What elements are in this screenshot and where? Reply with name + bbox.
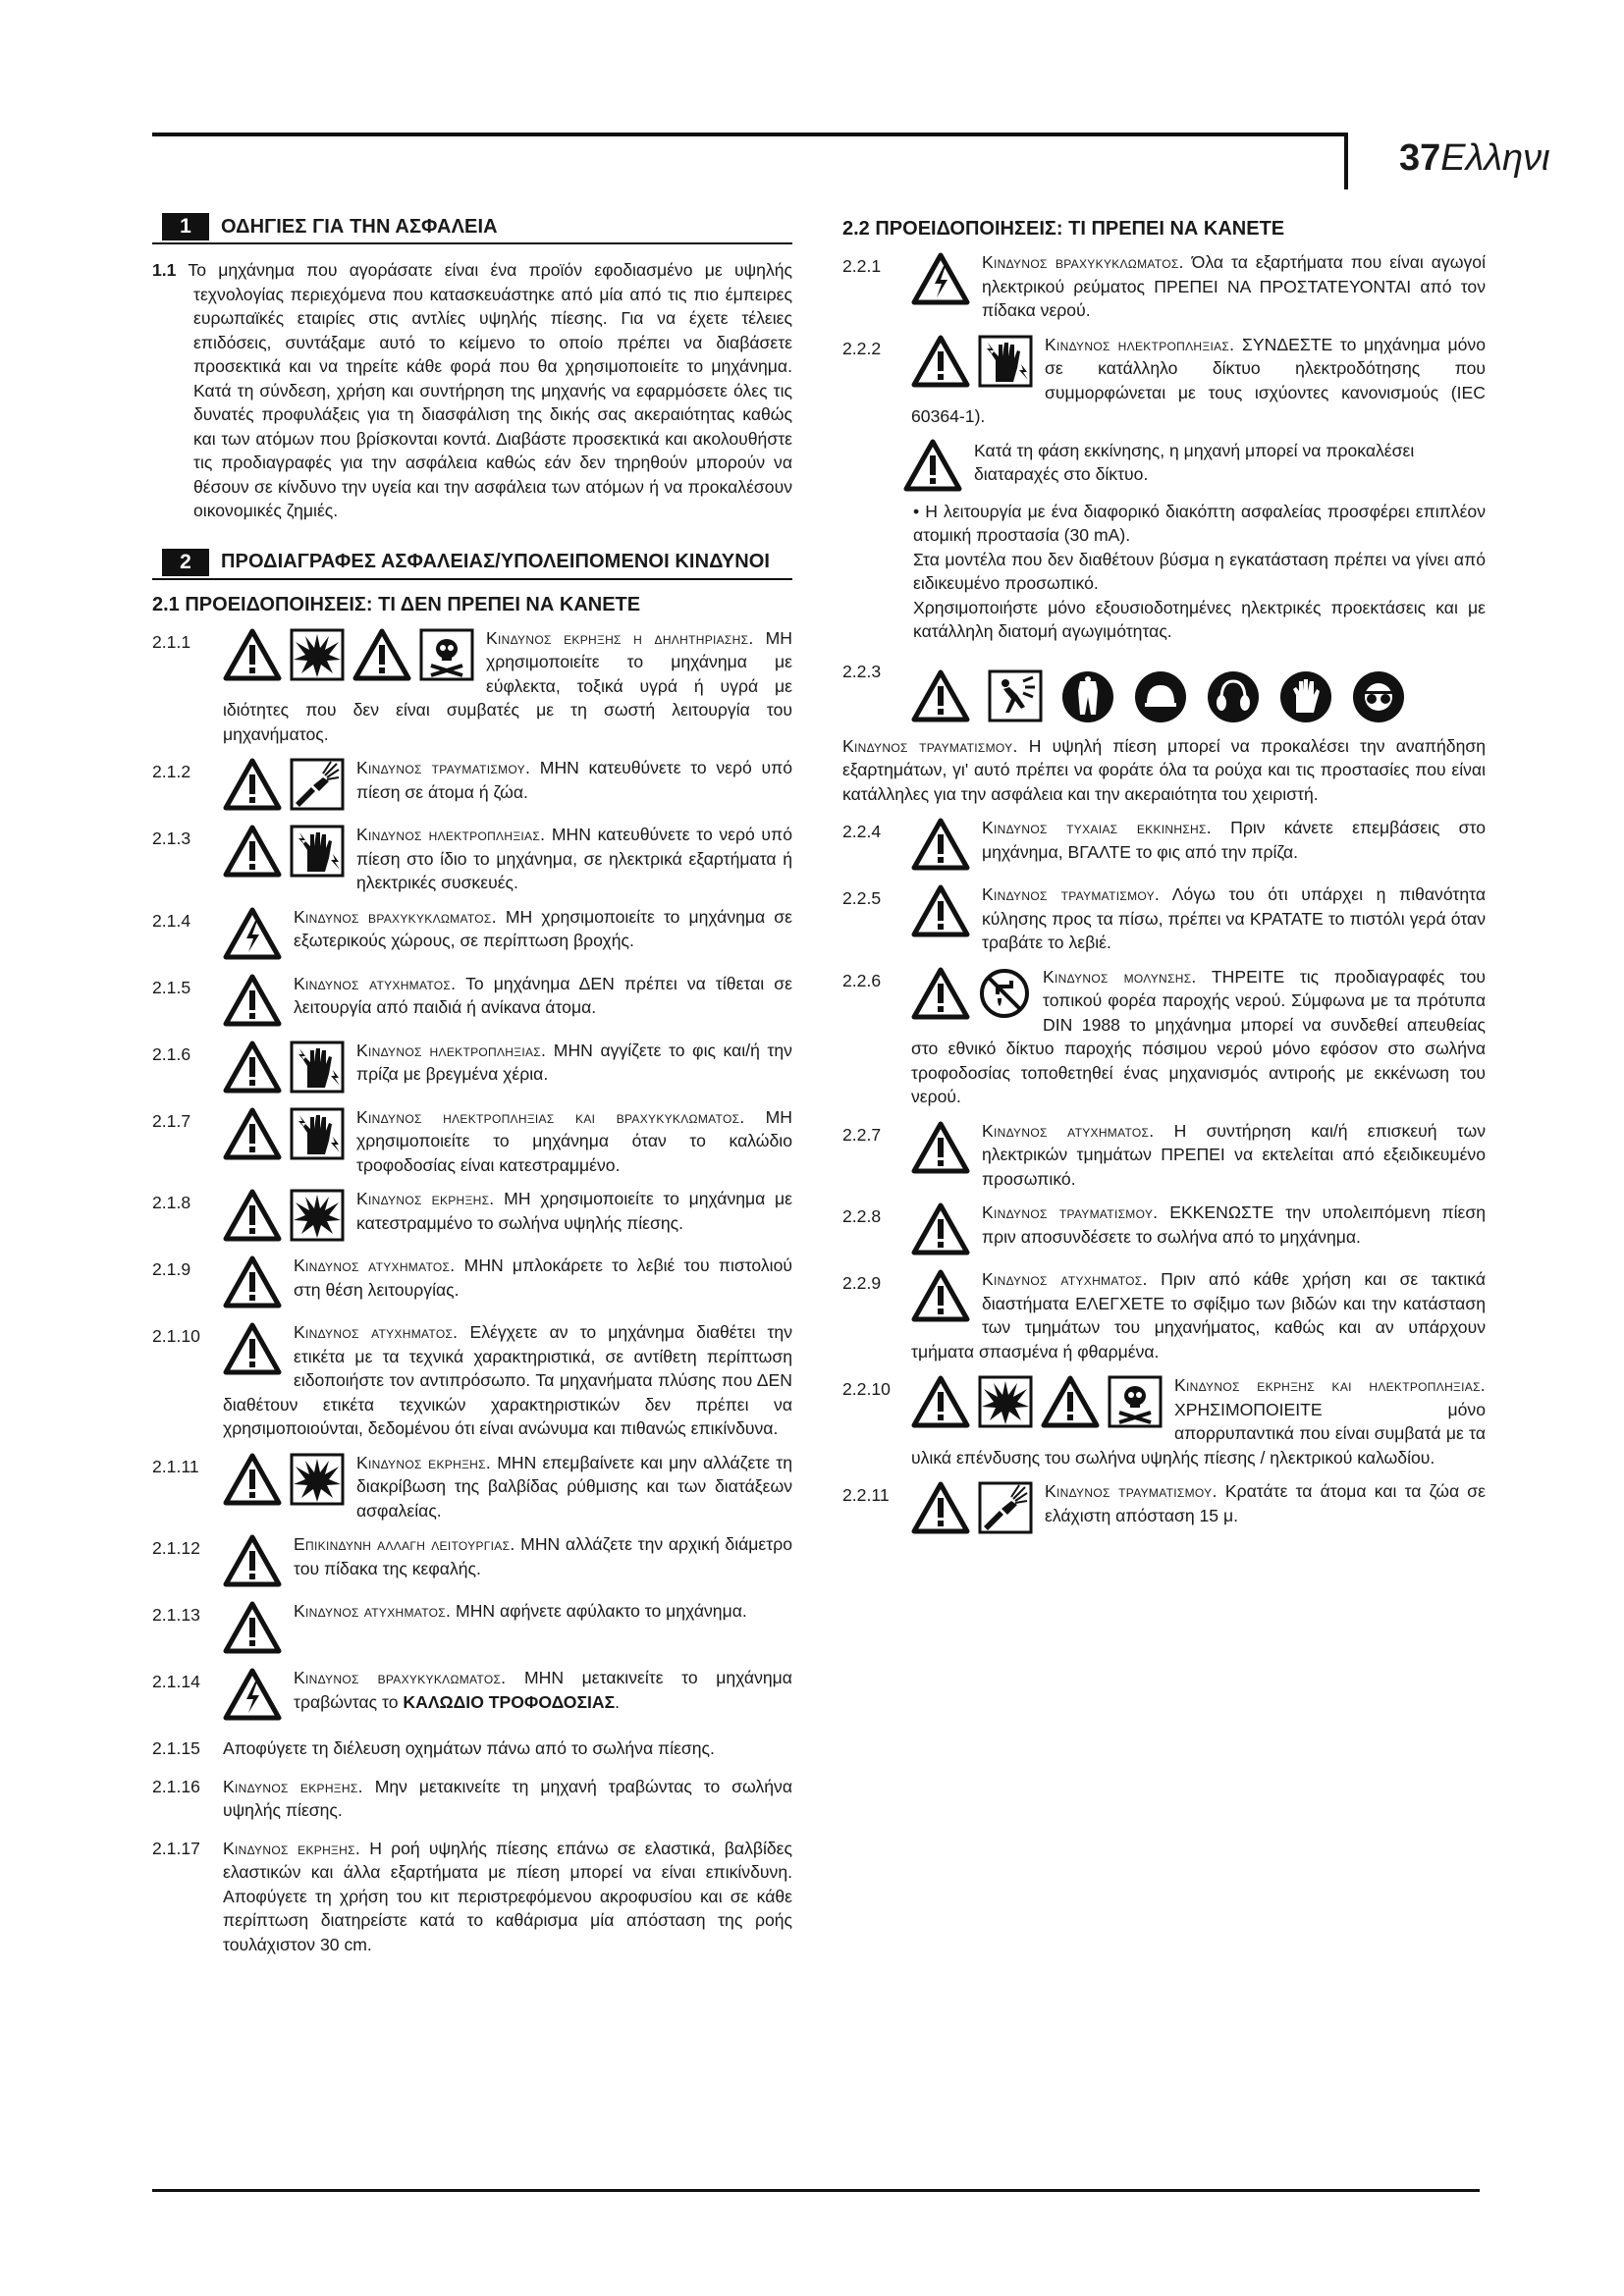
item-number: 2.1.3 bbox=[152, 828, 191, 848]
warning-icon bbox=[911, 1269, 970, 1322]
explosion-icon bbox=[978, 1375, 1033, 1428]
warning-icon bbox=[223, 758, 282, 811]
high-voltage-icon bbox=[911, 252, 970, 305]
item-text: Κρατάτε τα άτομα και τα ζώα σε ελάχιστη απόσταση 15 μ. bbox=[1045, 1481, 1487, 1525]
toxic-skull-icon bbox=[419, 628, 474, 681]
eye-protection-icon bbox=[1351, 669, 1406, 724]
hazard-label: Κινδυνος τραυματισμου. bbox=[356, 758, 531, 777]
icon-group bbox=[223, 628, 474, 681]
item-number: 2.1.14 bbox=[152, 1672, 200, 1691]
icon-group bbox=[223, 1189, 345, 1242]
hazard-label: Κινδυνος βραχυκυκλωματος. bbox=[294, 906, 497, 927]
hazard-label: Κινδυνος ατυχηματος. bbox=[294, 1601, 452, 1621]
bullet-text: • Η λειτουργία με ένα διαφορικό διακόπτη ασφαλείας προσφέρει επιπλέον ατομική προστασία (30 mA). bbox=[913, 501, 1486, 545]
icon-group bbox=[911, 1269, 970, 1322]
item-text: Η υψηλή πίεση μπορεί να προκαλέσει την αναπήδηση εξαρτημάτων, γι' αυτό πρέπει να φοράτε όλα τα ρούχα και τις προστασίες που είναι κατάλληλες για την ασφάλεια και την ακεραιότητα του χειριστή. bbox=[842, 735, 1487, 804]
paragraph-1-1 bbox=[152, 258, 792, 523]
item-number: 2.2.4 bbox=[842, 822, 882, 841]
hazard-label: Κινδυνος ατυχηματος. bbox=[982, 1269, 1148, 1289]
icon-group bbox=[223, 1041, 345, 1094]
list-item bbox=[152, 756, 792, 813]
explosion-icon bbox=[290, 628, 345, 681]
emphasis-text: ΚΑΛΩΔΙΟ ΤΡΟΦΟΔΟΣΙΑΣ bbox=[403, 1691, 616, 1712]
warning-icon bbox=[911, 335, 970, 388]
list-item bbox=[152, 1039, 792, 1095]
item-text: ΣΥΝΔΕΣΤΕ το μηχάνημα μόνο σε κατάλληλο δίκτυο ηλεκτροδότησης που συμμορφώνεται με τους ισχύοντες κανονισμούς (IEC 60364-1). bbox=[911, 334, 1486, 426]
icon-group bbox=[911, 1481, 1033, 1534]
hazard-label: Κινδυνος τραυματισμου. bbox=[842, 735, 1018, 756]
plain-text: Στα μοντέλα που δεν διαθέτουν βύσμα η εγκατάσταση πρέπει να γίνει από ειδικευμένο προσωπικό. bbox=[913, 549, 1486, 593]
item-text: ΤΗΡΕΙΤΕ τις προδιαγραφές του τοπικού φορέα παροχής νερού. Σύμφωνα με τα πρότυπα DIN 1988 το μηχάνημα μπορεί να συνδεθεί απευθείας στο εθνικό δίκτυο παροχής πόσιμου νερού μόνο εφόσον στο σωλήνα τροφοδοσίας τοποθετηθεί ένας μηχανισμός αντιροής με εκκένωση του νερού. bbox=[911, 966, 1487, 1106]
warning-icon bbox=[911, 1481, 970, 1534]
list-item bbox=[152, 1733, 792, 1761]
warning-icon bbox=[911, 884, 970, 937]
item-text: ΜΗΝ αλλάζετε την αρχική διάμετρο του πίδακα της κεφαλής. bbox=[294, 1534, 792, 1578]
high-voltage-icon bbox=[223, 1668, 282, 1721]
warning-icon bbox=[223, 628, 282, 681]
icon-group bbox=[223, 1534, 282, 1587]
section-title: ΠΡΟΔΙΑΓΡΑΦΕΣ ΑΣΦΑΛΕΙΑΣ/ΥΠΟΛΕΙΠΟΜΕΝΟΙ ΚΙΝΔΥΝΟΙ bbox=[221, 551, 771, 572]
item-text: ΕΚΚΕΝΩΣΤΕ την υπολειπόμενη πίεση πριν αποσυνδέσετε το σωλήνα από το μηχάνημα. bbox=[982, 1202, 1486, 1247]
hazard-label: Κινδυνος ατυχηματος. bbox=[982, 1120, 1155, 1141]
hazard-label: Κινδυνος εκρηξης. bbox=[356, 1189, 495, 1208]
subsection-2-2-title: 2.2 ΠΡΟΕΙΔΟΠΟΙΗΣΕΙΣ: ΤΙ ΠΡΕΠΕΙ ΝΑ ΚΑΝΕΤΕ bbox=[842, 218, 1285, 240]
hazard-label: Κινδυνος εκρηξης και ηλεκτροπληξιας. bbox=[1174, 1375, 1486, 1395]
warning-icon bbox=[911, 1375, 970, 1428]
section-1-heading bbox=[152, 211, 792, 244]
item-text: Μην μετακινείτε τη μηχανή τραβώντας το σωλήνα υψηλής πίεσης. bbox=[223, 1776, 792, 1820]
warning-icon bbox=[223, 825, 282, 878]
electric-shock-hand-icon bbox=[290, 1041, 345, 1094]
list-item bbox=[842, 965, 1486, 1109]
item-number: 2.2.3 bbox=[842, 661, 882, 681]
item-number: 2.2.7 bbox=[842, 1124, 882, 1145]
hazard-label: Κινδυνος ατυχηματος. bbox=[294, 1255, 456, 1275]
footer-rule bbox=[152, 2189, 1480, 2192]
warning-icon bbox=[911, 1121, 970, 1174]
list-item bbox=[152, 905, 792, 962]
hazard-label: Κινδυνος εκρηξης η δηλητηριασης. bbox=[486, 627, 754, 648]
icon-group bbox=[911, 1375, 1163, 1428]
item-number: 2.2.5 bbox=[842, 888, 882, 908]
startup-note bbox=[903, 439, 1486, 492]
section-title: ΟΔΗΓΙΕΣ ΓΙΑ ΤΗΝ ΑΣΦΑΛΕΙΑ bbox=[221, 215, 498, 238]
warning-icon bbox=[911, 1202, 970, 1255]
item-text: ΜΗ χρησιμοποιείτε το μηχάνημα με κατεστραμμένο το σωλήνα υψηλής πίεσης. bbox=[356, 1189, 792, 1233]
paragraph-text: Το μηχάνημα που αγοράσατε είναι ένα προϊόν εφοδιασμένο με υψηλής τεχνολογίας περιεχόμενα που κατασκευάστηκε από μία από τις πιο έμπειρες ευρωπαϊκές εταιρίες στις αντλίες υψηλής πίεσης. Για να έχετε τέλειες επιδόσεις, συντάξαμε αυτό το κείμενο το οποίο πρέπει να διαβάσετε προσεκτικά και να τηρείτε κάθε φορά που θα χρησιμοποιείτε το μηχάνημα. Κατά τη σύνδεση, χρήση και συντήρηση της μηχανής να εφαρμόσετε όλες τις δυνατές προφυλάξεις για τη διασφάλιση της δικής σας ακεραιότητας καθώς και των ατόμων που βρίσκονται κοντά. Διαβάστε προσεκτικά και ακολουθήστε τις προδιαγραφές για την ασφάλεια καθώς εάν δεν τηρηθούν μπορούν να θέσουν σε κίνδυνο την υγεία και την ασφάλεια των ατόμων ή να προκαλέσουν οικονομικές ζημιές. bbox=[188, 260, 792, 520]
item-number: 2.1.15 bbox=[152, 1738, 200, 1758]
list-item bbox=[152, 1771, 792, 1823]
plain-text: Χρησιμοποιήστε μόνο εξουσιοδοτημένες ηλεκτρικές προεκτάσεις και με κατάλληλη διατομή αγωγιμότητας. bbox=[913, 597, 1486, 641]
hazard-label: Κινδυνος μολυνσης. bbox=[1043, 966, 1197, 987]
warning-icon bbox=[911, 669, 970, 722]
section-number-badge: 1 bbox=[162, 213, 209, 240]
warning-icon bbox=[223, 1189, 282, 1242]
header-rule bbox=[152, 133, 1348, 136]
hazard-label: Κινδυνος ηλεκτροπληξιας. bbox=[356, 825, 546, 844]
warning-icon bbox=[223, 1107, 282, 1160]
list-item bbox=[842, 1267, 1486, 1363]
high-voltage-icon bbox=[223, 907, 282, 960]
list-item bbox=[152, 1666, 792, 1723]
list-item bbox=[842, 1373, 1486, 1469]
item-number: 2.1.7 bbox=[152, 1110, 191, 1131]
item-number: 2.1.11 bbox=[152, 1456, 199, 1476]
item-number: 2.2.1 bbox=[842, 256, 882, 276]
list-item bbox=[842, 1119, 1486, 1192]
item-text: ΜΗ χρησιμοποιείτε το μηχάνημα με εύφλεκτα, τοξικά υγρά ή υγρά με ιδιότητες που δεν είναι συμβατές με τη σωστή λειτουργία του μηχανήματος. bbox=[223, 627, 792, 744]
warning-icon bbox=[911, 967, 970, 1020]
warning-icon bbox=[223, 1534, 282, 1587]
item-number: 2.1.9 bbox=[152, 1259, 191, 1279]
item-text: Πριν κάνετε επεμβάσεις στο μηχάνημα, ΒΓΑΛΤΕ το φις από την πρίζα. bbox=[982, 818, 1486, 862]
item-number: 2.1.16 bbox=[152, 1776, 200, 1796]
paragraph-number: 1.1 bbox=[152, 260, 177, 280]
ear-protection-icon bbox=[1206, 669, 1261, 724]
item-text: Ελέγχετε αν το μηχάνημα διαθέτει την ετικέτα με τα τεχνικά χαρακτηριστικά, σε αντίθετη περίπτωση ειδοποιήστε τον αντιπρόσωπο. Τα μηχανήματα πλύσης που ΔΕΝ διαθέτουν ετικέτα τεχνικών χαρακτηριστικών δεν πρέπει να χρησιμοποιούνται, δεδομένου ότι είναι ανώνυμα και πιθανώς επικίνδυνα. bbox=[223, 1322, 792, 1438]
item-text: ΜΗΝ μετακινείτε το μηχάνημα τραβώντας το bbox=[294, 1668, 792, 1712]
page-language: Ελληνι bbox=[1440, 137, 1550, 179]
item-text: ΧΡΗΣΙΜΟΠΟΙΕΙΤΕ μόνο απορρυπαντικά που είναι συμβατά με τα υλικά επένδυσης του σωλήνα υψηλής πίεσης / ηλεκτρικού καλωδίου. bbox=[911, 1399, 1486, 1468]
left-column bbox=[152, 211, 792, 1966]
item-number: 2.1.6 bbox=[152, 1043, 191, 1064]
item-number: 2.1.1 bbox=[152, 631, 191, 652]
electric-shock-hand-icon bbox=[290, 1107, 345, 1160]
list-item bbox=[842, 250, 1486, 323]
item-text: ΜΗ χρησιμοποιείτε το μηχάνημα σε εξωτερικούς χώρους, σε περίπτωση βροχής. bbox=[294, 906, 792, 950]
flying-debris-icon bbox=[988, 669, 1043, 722]
icon-group bbox=[911, 1202, 970, 1255]
item-text: Η ροή υψηλής πίεσης επάνω σε ελαστικά, βαλβίδες ελαστικών και άλλα εξαρτήματα με πίεση μπορεί να είναι επικίνδυνη. Αποφύγετε τη χρήση του κιτ περιστρεφόμενου ακροφυσίου και σε κάθε περίπτωση διατηρείστε κατά το καθάρισμα μία απόσταση της ροής τουλάχιστον 30 cm. bbox=[223, 1838, 793, 1954]
list-item bbox=[152, 1105, 792, 1178]
warning-icon bbox=[223, 974, 282, 1027]
hazard-label: Κινδυνος τραυματισμου. bbox=[982, 884, 1161, 904]
list-item bbox=[152, 1599, 792, 1656]
item-text: ΜΗΝ μπλοκάρετε το λεβιέ του πιστολιού στη θέση λειτουργίας. bbox=[294, 1255, 792, 1300]
item-number: 2.2.6 bbox=[842, 970, 882, 990]
item-number: 2.1.5 bbox=[152, 977, 191, 997]
item-number: 2.1.4 bbox=[152, 910, 191, 931]
note-text: Κατά τη φάση εκκίνησης, η μηχανή μπορεί να προκαλέσει διαταραχές στο δίκτυο. bbox=[974, 440, 1415, 484]
right-column bbox=[842, 211, 1486, 1546]
item-text: ΜΗΝ κατευθύνετε το νερό υπό πίεση σε άτομα ή ζώα. bbox=[356, 758, 792, 802]
item-text: ΜΗΝ αγγίζετε το φις και/ή την πρίζα με βρεγμένα χέρια. bbox=[356, 1040, 792, 1084]
item-number: 2.2.8 bbox=[842, 1206, 882, 1226]
hazard-label: Κινδυνος τυχαιας εκκινησης. bbox=[982, 818, 1212, 837]
section-2-heading bbox=[152, 547, 792, 580]
item-number: 2.1.2 bbox=[152, 762, 191, 781]
list-item bbox=[842, 1201, 1486, 1257]
hazard-label: Κινδυνος ατυχηματος. bbox=[294, 973, 457, 993]
list-item bbox=[842, 656, 1486, 807]
list-item bbox=[842, 333, 1486, 429]
item-text: ΜΗΝ αφήνετε αφύλακτο το μηχάνημα. bbox=[451, 1601, 747, 1621]
explosion-icon bbox=[290, 1189, 345, 1242]
hazard-label: Κινδυνος ηλεκτροπληξιας. bbox=[1045, 334, 1235, 354]
hazard-label: Κινδυνος ηλεκτροπληξιας και βραχυκυκλωματος. bbox=[356, 1106, 745, 1127]
list-item bbox=[152, 1320, 792, 1441]
item-number: 2.2.2 bbox=[842, 338, 882, 358]
item-number: 2.2.9 bbox=[842, 1273, 882, 1293]
page-number: 37 bbox=[1399, 137, 1441, 179]
item-text: Το μηχάνημα ΔΕΝ πρέπει να τίθεται σε λειτουργία από παιδιά ή ανίκανα άτομα. bbox=[294, 973, 792, 1017]
icon-group bbox=[223, 1601, 282, 1654]
icon-group bbox=[911, 252, 970, 305]
item-text-tail: . bbox=[615, 1691, 621, 1712]
ppe-icon-row bbox=[911, 669, 1486, 724]
item-text: Η συντήρηση και/ή επισκευή των ηλεκτρικών τμημάτων ΠΡΕΠΕΙ να εκτελείται από εξειδικευμένο προσωπικό. bbox=[982, 1120, 1486, 1189]
warning-icon bbox=[903, 439, 962, 492]
hazard-label: Κινδυνος τραυματισμου. bbox=[1045, 1481, 1218, 1501]
list-item bbox=[152, 1254, 792, 1310]
no-drinking-water-icon bbox=[978, 967, 1031, 1020]
list-item bbox=[842, 816, 1486, 873]
list-item bbox=[152, 1451, 792, 1523]
item-text: Όλα τα εξαρτήματα που είναι αγωγοί ηλεκτρικού ρεύματος ΠΡΕΠΕΙ ΝΑ ΠΡΟΣΤΑΤΕΥΟΝΤΑΙ από τον πίδακα νερού. bbox=[982, 252, 1486, 320]
list-item bbox=[152, 972, 792, 1029]
hazard-label: Κινδυνος εκρηξης. bbox=[356, 1452, 492, 1472]
water-jet-icon bbox=[978, 1481, 1033, 1534]
icon-group bbox=[223, 1668, 282, 1721]
list-item bbox=[152, 1532, 792, 1589]
warning-icon bbox=[911, 818, 970, 871]
warning-icon bbox=[223, 1255, 282, 1308]
item-text: Αποφύγετε τη διέλευση οχημάτων πάνω από το σωλήνα πίεσης. bbox=[223, 1738, 715, 1758]
icon-group bbox=[223, 907, 282, 960]
icon-group bbox=[223, 1322, 282, 1375]
item-text: Λόγω του ότι υπάρχει η πιθανότητα κύλησης προς τα πίσω, πρέπει να ΚΡΑΤΑΤΕ το πιστόλι γερά όταν τραβάτε το λεβιέ. bbox=[982, 884, 1486, 952]
item-number: 2.2.10 bbox=[842, 1379, 891, 1399]
icon-group bbox=[223, 1453, 345, 1506]
icon-group bbox=[911, 884, 970, 937]
list-item bbox=[842, 1479, 1486, 1536]
helmet-icon bbox=[1133, 669, 1188, 724]
electric-shock-hand-icon bbox=[290, 825, 345, 878]
warning-icon bbox=[352, 628, 411, 681]
icon-group bbox=[223, 1255, 282, 1308]
icon-group bbox=[223, 974, 282, 1027]
hazard-label: Κινδυνος βραχυκυκλωματος. bbox=[982, 252, 1184, 272]
toxic-skull-icon bbox=[1108, 1375, 1163, 1428]
item-number: 2.1.17 bbox=[152, 1838, 200, 1858]
hazard-label: Κινδυνος τραυματισμου. bbox=[982, 1202, 1159, 1222]
icon-group bbox=[223, 825, 345, 878]
explosion-icon bbox=[290, 1453, 345, 1506]
subsection-2-1-title: 2.1 ΠΡΟΕΙΔΟΠΟΙΗΣΕΙΣ: ΤΙ ΔΕΝ ΠΡΕΠΕΙ ΝΑ ΚΑΝΕΤΕ bbox=[152, 593, 641, 615]
page-header bbox=[1399, 137, 1550, 180]
item-text: ΜΗΝ επεμβαίνετε και μην αλλάζετε τη διακρίβωση της βαλβίδας ρύθμισης και των διατάξεων ασφαλείας. bbox=[356, 1452, 793, 1521]
list-item bbox=[152, 823, 792, 895]
item-text: ΜΗ χρησιμοποιείτε το μηχάνημα όταν το καλώδιο τροφοδοσίας είναι κατεστραμμένο. bbox=[356, 1106, 792, 1175]
section-number-badge: 2 bbox=[162, 549, 209, 576]
item-number: 2.1.8 bbox=[152, 1193, 191, 1212]
warning-icon bbox=[223, 1322, 282, 1375]
icon-group bbox=[911, 335, 1033, 388]
warning-icon bbox=[223, 1453, 282, 1506]
hazard-label: Επικινδυνη αλλαγη λειτουργιας. bbox=[294, 1534, 515, 1554]
warning-icon bbox=[1041, 1375, 1100, 1428]
hazard-label: Κινδυνος ηλεκτροπληξιας. bbox=[356, 1040, 547, 1060]
icon-group bbox=[911, 967, 1031, 1020]
icon-group bbox=[223, 758, 345, 811]
hazard-label: Κινδυνος ατυχηματος. bbox=[294, 1322, 459, 1342]
warning-icon bbox=[223, 1041, 282, 1094]
water-jet-icon bbox=[290, 758, 345, 811]
hazard-label: Κινδυνος βραχυκυκλωματος. bbox=[294, 1668, 507, 1687]
electric-shock-hand-icon bbox=[978, 335, 1033, 388]
warning-icon bbox=[223, 1601, 282, 1654]
list-item bbox=[842, 882, 1486, 955]
item-text: ΜΗΝ κατευθύνετε το νερό υπό πίεση στο ίδιο το μηχάνημα, σε ηλεκτρικά εξαρτήματα ή ηλεκτρικές συσκευές. bbox=[356, 825, 792, 892]
item-number: 2.1.12 bbox=[152, 1538, 200, 1558]
protective-clothing-icon bbox=[1060, 669, 1115, 724]
item-number: 2.1.10 bbox=[152, 1326, 200, 1346]
item-number: 2.1.13 bbox=[152, 1605, 200, 1625]
icon-group bbox=[911, 818, 970, 871]
icon-group bbox=[223, 1107, 345, 1160]
gloves-icon bbox=[1278, 669, 1333, 724]
list-item bbox=[152, 1187, 792, 1244]
hazard-label: Κινδυνος εκρηξης. bbox=[223, 1838, 361, 1858]
hazard-label: Κινδυνος εκρηξης. bbox=[223, 1776, 363, 1796]
icon-group bbox=[911, 1121, 970, 1174]
list-item bbox=[152, 1833, 792, 1957]
item-text: Πριν από κάθε χρήση και σε τακτικά διαστήματα ΕΛΕΓΧΕΤΕ το σφίξιμο των βιδών και την κατάσταση των τμημάτων του μηχανήματος, καθώς και αν υπάρχουν τμήματα σπασμένα ή φθαρμένα. bbox=[911, 1269, 1486, 1362]
item-number: 2.2.11 bbox=[842, 1485, 890, 1505]
list-item bbox=[152, 626, 792, 747]
header-divider bbox=[1344, 133, 1348, 189]
